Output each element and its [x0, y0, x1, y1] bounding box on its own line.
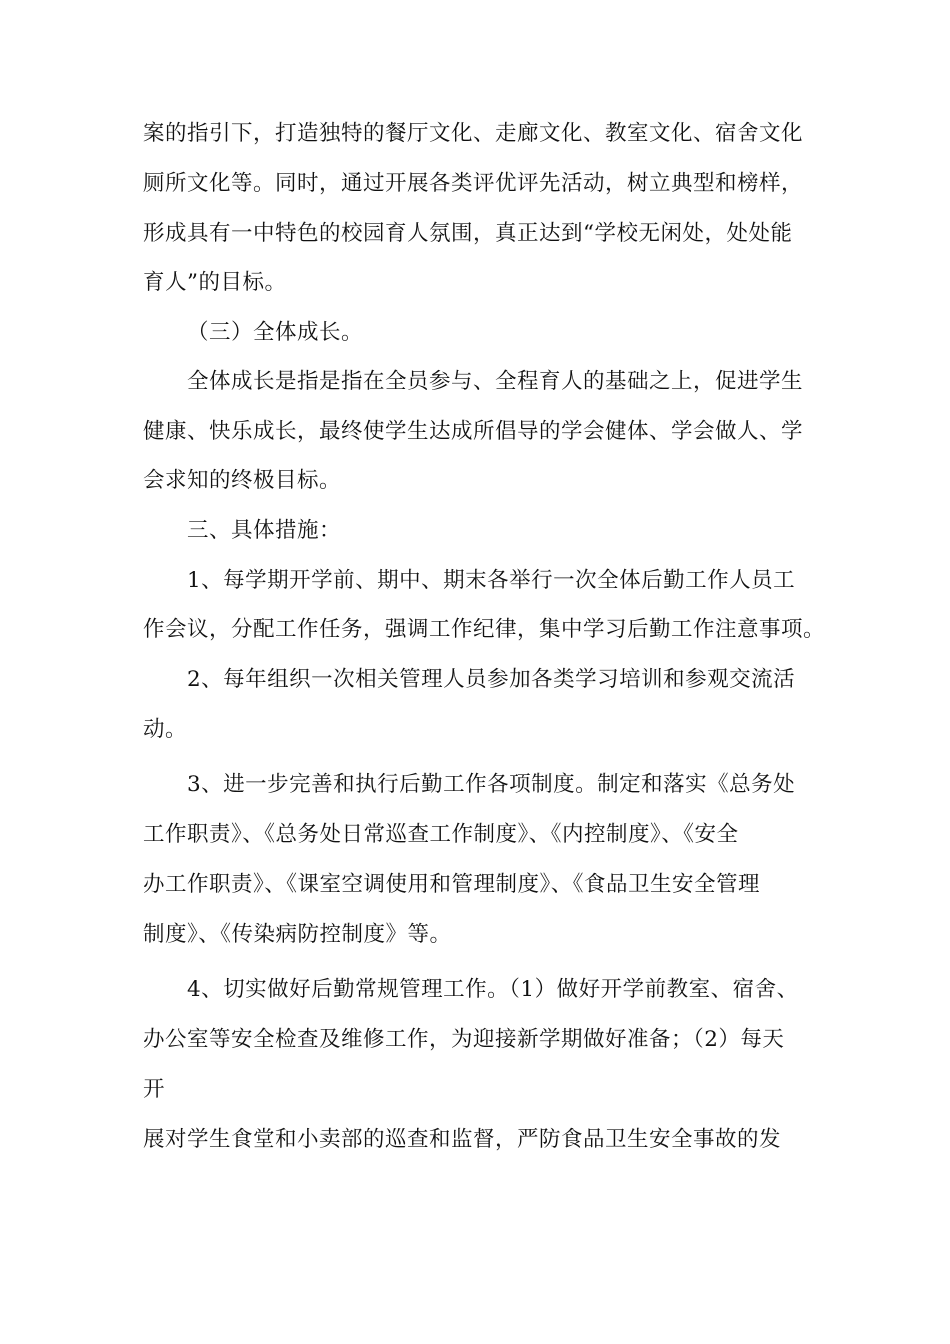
- text-line: 办公室等安全检查及维修工作，为迎接新学期做好准备；（2）每天: [143, 1027, 785, 1052]
- text-line: 展对学生食堂和小卖部的巡查和监督，严防食品卫生安全事故的发: [143, 1127, 782, 1152]
- text-line: 会求知的终极目标。: [143, 468, 342, 493]
- list-item-first-line: 1、每学期开学前、期中、期末各举行一次全体后勤工作人员工: [187, 568, 796, 593]
- text-line: 办工作职责》、《课室空调使用和管理制度》、《食品卫生安全管理: [143, 872, 761, 897]
- text-line: 形成具有一中特色的校园育人氛围，真正达到“学校无闲处，处处能: [143, 221, 793, 246]
- list-item-first-line: 2、每年组织一次相关管理人员参加各类学习培训和参观交流活: [187, 667, 796, 692]
- text-line: 制度》、《传染病防控制度》等。: [143, 922, 452, 947]
- text-line: 工作职责》、《总务处日常巡查工作制度》、《内控制度》、《安全: [143, 822, 739, 847]
- text-line: 健康、快乐成长，最终使学生达成所倡导的学会健体、学会做人、学: [143, 419, 804, 444]
- paragraph-first-line: 全体成长是指是指在全员参与、全程育人的基础之上，促进学生: [187, 369, 804, 394]
- text-line: 案的指引下，打造独特的餐厅文化、走廊文化、教室文化、宿舍文化: [143, 121, 804, 146]
- list-item-first-line: 4、切实做好后勤常规管理工作。（1）做好开学前教室、宿舍、: [187, 977, 799, 1002]
- text-line: 作会议，分配工作任务，强调工作纪律，集中学习后勤工作注意事项。: [143, 617, 826, 642]
- text-line: 厕所文化等。同时，通过开展各类评优评先活动，树立典型和榜样，: [143, 171, 804, 196]
- text-line: 动。: [143, 717, 188, 742]
- text-line: 开: [143, 1077, 166, 1102]
- section-heading: （三）全体成长。: [187, 320, 364, 345]
- list-item-first-line: 3、进一步完善和执行后勤工作各项制度。制定和落实《总务处: [187, 772, 796, 797]
- section-heading: 三、具体措施：: [187, 518, 342, 543]
- text-line: 育人”的目标。: [143, 270, 287, 295]
